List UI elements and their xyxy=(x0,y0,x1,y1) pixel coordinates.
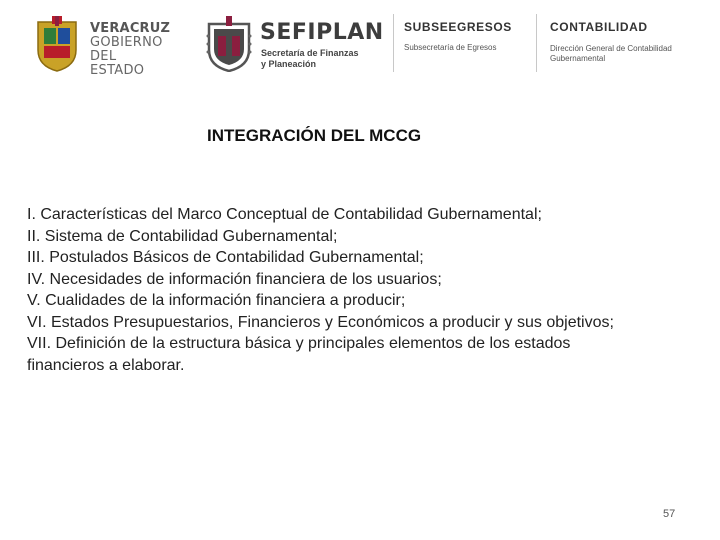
list-item: VII. Definición de la estructura básica y principales elementos de los estados financieros a elaborar. xyxy=(27,335,571,374)
header-divider xyxy=(393,14,394,72)
list-item: VI. Estados Presupuestarios, Financieros y Económicos a producir y sus objetivos; xyxy=(27,313,614,331)
sefiplan-shield-icon xyxy=(206,16,252,72)
list-item: I. Características del Marco Conceptual de Contabilidad Gubernamental; xyxy=(27,206,542,223)
contabilidad-desc-line1: Dirección General de Contabilidad xyxy=(550,44,672,53)
sefiplan-logo xyxy=(206,16,384,72)
header-bar xyxy=(0,0,720,90)
subsecretaria-title: SUBSEEGRESOS xyxy=(404,20,512,34)
list-item: IV. Necesidades de información financiera de los usuarios; xyxy=(27,270,442,288)
list-item: II. Sistema de Contabilidad Gubernamental; xyxy=(27,227,338,245)
list-item: V. Cualidades de la información financiera a producir; xyxy=(27,292,406,309)
sefiplan-sub2: y Planeación xyxy=(261,59,317,69)
veracruz-wordmark xyxy=(90,22,170,78)
veracruz-line3: DEL ESTADO xyxy=(90,49,145,78)
veracruz-shield-icon xyxy=(34,16,80,72)
sefiplan-name: SEFIPLAN xyxy=(260,20,384,45)
content-list xyxy=(27,204,647,376)
veracruz-logo xyxy=(34,16,171,78)
slide-title: INTEGRACIÓN DEL MCCG xyxy=(207,126,422,145)
veracruz-line2: GOBIERNO xyxy=(90,35,163,50)
subsecretaria-desc: Subsecretaría de Egresos xyxy=(404,43,497,52)
page-number: 57 xyxy=(663,508,676,520)
contabilidad-desc-line2: Gubernamental xyxy=(550,54,606,63)
sefiplan-sub1: Secretaría de Finanzas xyxy=(261,48,359,58)
contabilidad-title: CONTABILIDAD xyxy=(550,20,648,34)
veracruz-line1: VERACRUZ xyxy=(90,21,171,36)
list-item: III. Postulados Básicos de Contabilidad Gubernamental; xyxy=(27,249,424,266)
header-divider xyxy=(536,14,537,72)
